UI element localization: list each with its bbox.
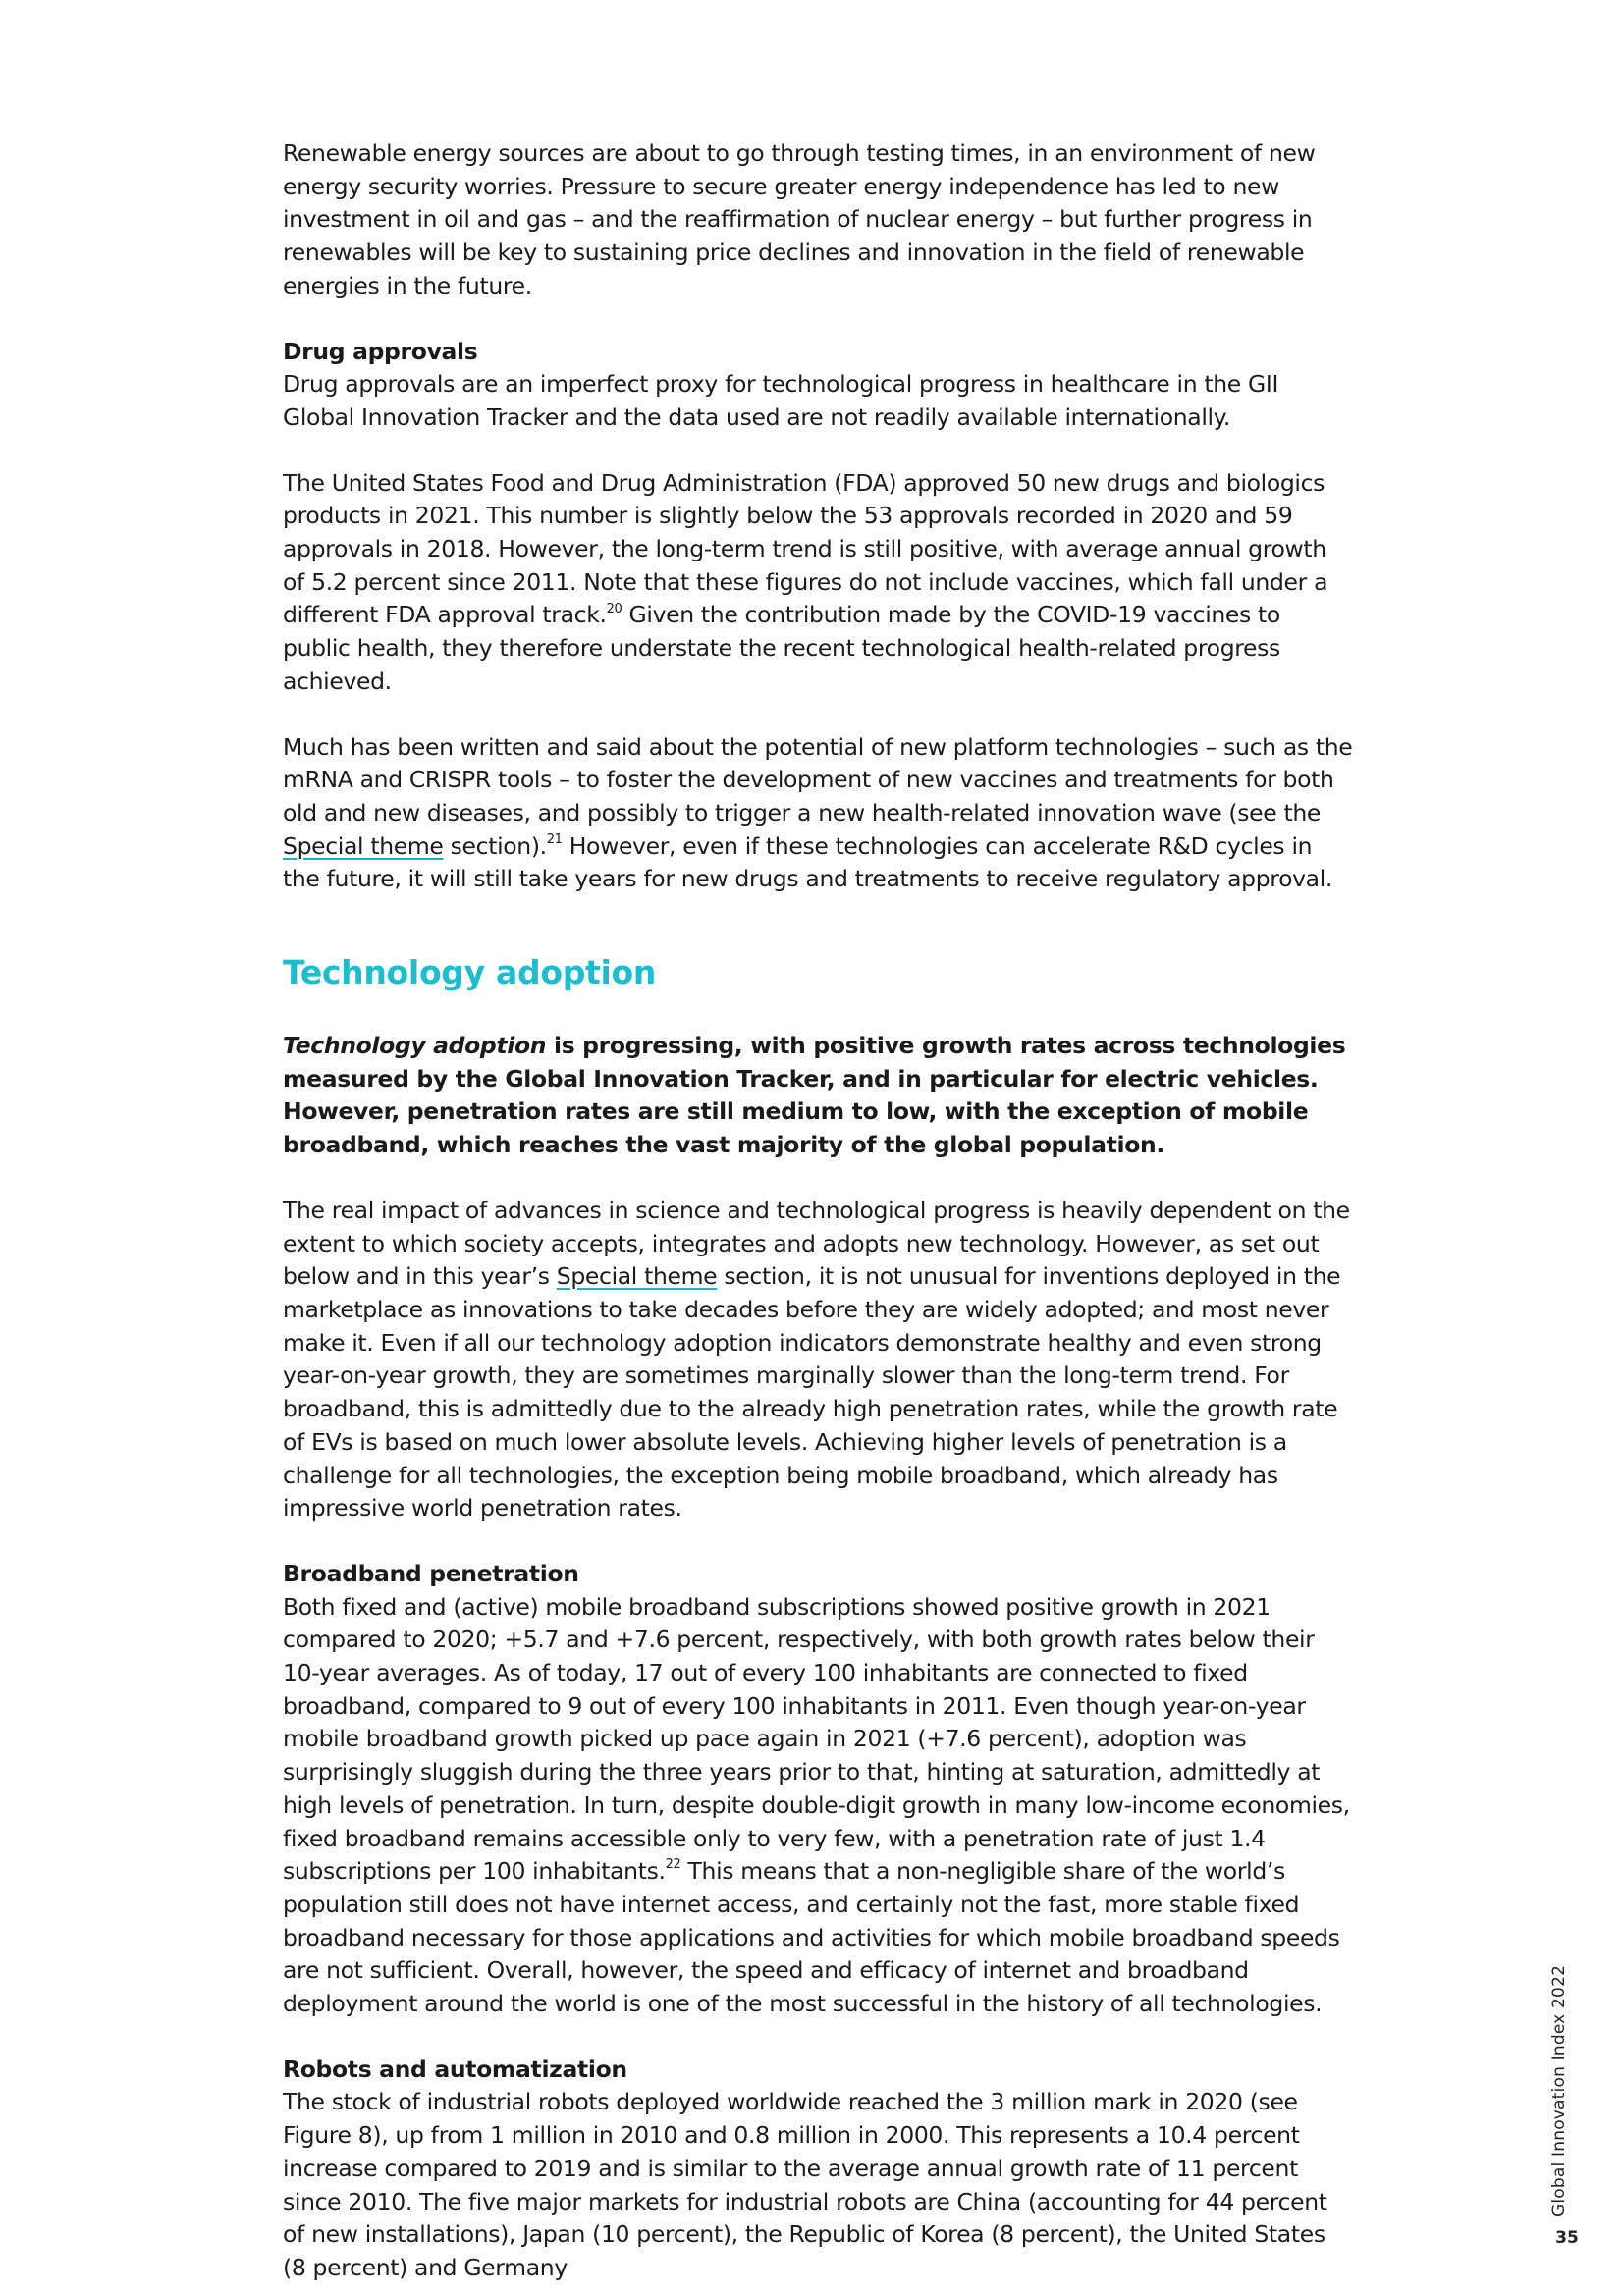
text-run: This means that a non-negligible share of the world’s population still does not have internet access, and certainly not the fast, more stable fixed broadband necessary for those applications and activities for which mobile broadband speeds are not sufficient. Overall, however, the speed and efficacy of internet and broadband deployment around the world is one of the most successful in the history of all technologies. [283,1857,1340,2018]
drug-approvals-paragraph-1: Drug approvals are an imperfect proxy for technological progress in healthcare in the GII Global Innovation Tracker and the data used are not readily available internationally. [283,370,1279,431]
intro-paragraph: Renewable energy sources are about to go through testing times, in an environment of new energy security worries. Pressure to secure greater energy independence has led to new investment in oil and gas – and the reaffirmation of nuclear energy – but further progress in renewables will be key to sustaining price declines and innovation in the field of renewable energies in the future. [283,139,1316,299]
footnote-ref-20[interactable]: 20 [606,601,622,616]
text-run: section). [443,831,547,860]
text-run: The United States Food and Drug Administration (FDA) approved 50 new drugs and biologics products in 2021. This number is slightly below the 53 approvals recorded in 2020 and 59 approvals in 2018. However, the long-term trend is still positive, with average annual growth of 5.2 percent since 2011. Note that these figures do not include vaccines, which fall under a different FDA approval track. [283,468,1328,629]
special-theme-link[interactable]: Special theme [556,1262,718,1291]
text-run: is progressing, with positive growth rates across technologies measured by the Global Innovation Tracker, and in particular for electric vehicles. However, penetration rates are still medium to low, with the exception of mobile broadband, which reaches the vast majority of the global population. [283,1032,1346,1159]
special-theme-link[interactable]: Special theme [283,831,444,860]
technology-adoption-paragraph [283,1195,1353,1525]
drug-approvals-paragraph-2 [283,467,1353,699]
text-run: However, even if these technologies can accelerate R&D cycles in the future, it will still take years for new drugs and treatments to receive regulatory approval. [283,831,1333,893]
page-content [283,137,1353,2285]
broadband-paragraph [283,1591,1353,2021]
text-run: Both fixed and (active) mobile broadband subscriptions showed positive growth in 2021 compared to 2020; +5.7 and +7.6 percent, respectively, with both growth rates below their 10-year averages. As of today, 17 out of every 100 inhabitants are connected to fixed broadband, compared to 9 out of every 100 inhabitants in 2011. Even though year-on-year mobile broadband growth picked up pace again in 2021 (+7.6 percent), adoption was surprisingly sluggish during the three years prior to that, hinting at saturation, admittedly at high levels of penetration. In turn, despite double-digit growth in many low-income economies, fixed broadband remains accessible only to very few, with a penetration rate of just 1.4 subscriptions per 100 inhabitants. [283,1592,1350,1886]
drug-approvals-paragraph-3 [283,731,1353,897]
section-title-technology-adoption: Technology adoption [283,953,657,992]
robots-heading: Robots and automatization [283,2055,627,2083]
text-run: Given the contribution made by the COVID-19 vaccines to public health, they therefore understate the recent technological health-related progress achieved. [283,601,1280,695]
footnote-ref-21[interactable]: 21 [546,831,563,847]
text-run: The real impact of advances in science and technological progress is heavily dependent on the extent to which society accepts, integrates and adopts new technology. However, as set out below and in this year’s [283,1196,1350,1291]
drug-approvals-heading: Drug approvals [283,337,478,365]
running-title: Global Innovation Index 2022 [1549,1964,1569,2216]
text-run: section, it is not unusual for inventions deployed in the marketplace as innovations to take decades before they are widely adopted; and most never make it. Even if all our technology adoption indicators demonstrate healthy and even strong year-on-year growth, they are sometimes marginally slower than the long-term trend. For broadband, this is admittedly due to the already high penetration rates, while the growth rate of EVs is based on much lower absolute levels. Achieving higher levels of penetration is a challenge for all technologies, the exception being mobile broadband, which already has impressive world penetration rates. [283,1262,1341,1522]
broadband-heading: Broadband penetration [283,1559,579,1587]
text-run: Much has been written and said about the potential of new platform technologies – such as the mRNA and CRISPR tools – to foster the development of new vaccines and treatments for both old and new diseases, and possibly to trigger a new health-related innovation wave (see the [283,732,1353,827]
footnote-ref-22[interactable]: 22 [665,1857,681,1873]
robots-paragraph: The stock of industrial robots deployed worldwide reached the 3 million mark in 2020 (see Figure 8), up from 1 million in 2010 and 0.8 million in 2000. This represents a 10.4 percent increase compared to 2019 and is similar to the average annual growth rate of 11 percent since 2010. The five major markets for industrial robots are China (accounting for 44 percent of new installations), Japan (10 percent), the Republic of Korea (8 percent), the United States (8 percent) and Germany [283,2088,1327,2281]
page-number: 35 [1555,2228,1579,2248]
technology-adoption-lead [283,1030,1353,1162]
lead-italic-term: Technology adoption [283,1032,547,1060]
